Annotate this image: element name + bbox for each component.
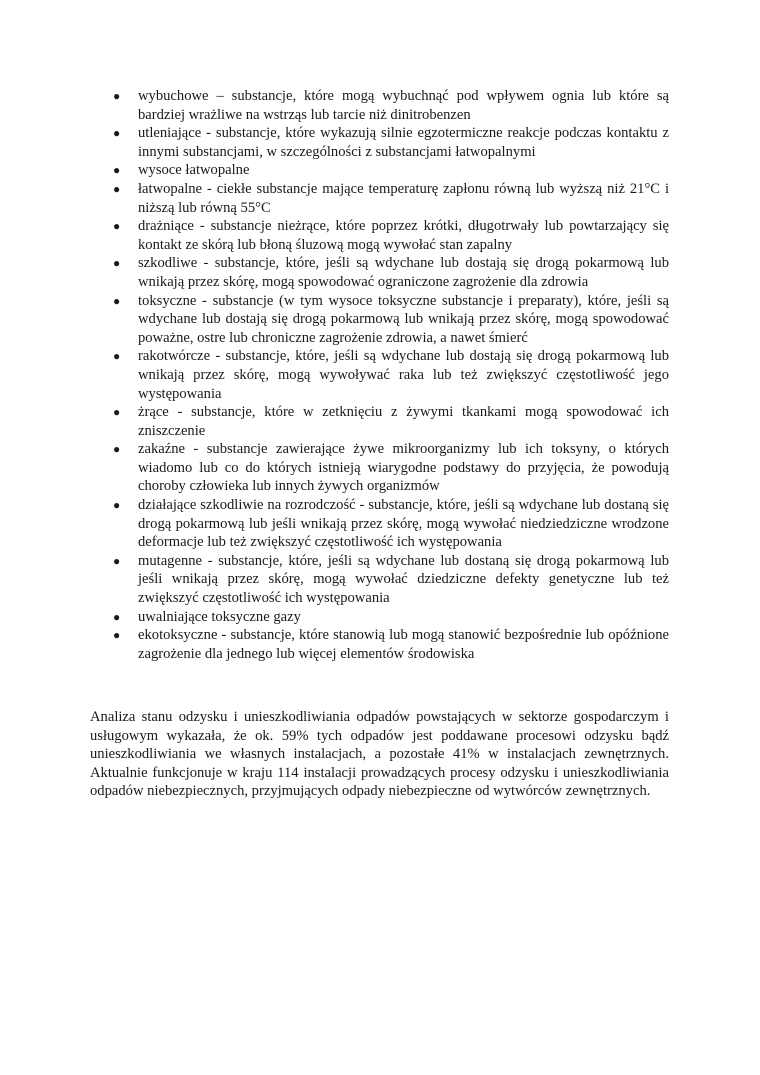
- bullet-icon: ●: [113, 256, 121, 271]
- list-item: [113, 440, 669, 496]
- list-item: [113, 403, 669, 440]
- list-item-text: wybuchowe – substancje, które mogą wybuchnąć pod wpływem ognia lub które są bardziej wrażliwe na wstrząs lub tarcie niż dinitrobenzen: [138, 88, 669, 123]
- list-item: [113, 87, 669, 124]
- analysis-paragraph: Analiza stanu odzysku i unieszkodliwiania odpadów powstających w sektorze gospodarczym i usługowym wykazała, że ok. 59% tych odpadów jest poddawane procesowi odzysku bądź unieszkodliwiania we własnych instalacjach, a pozostałe 41% w instalacjach zewnętrznych. Aktualnie funkcjonuje w kraju 114 instalacji prowadzących procesy odzysku i unieszkodliwiania odpadów niebezpiecznych, przyjmujących odpady niebezpieczne od wytwórców zewnętrznych.: [90, 709, 669, 800]
- bullet-icon: ●: [113, 609, 121, 624]
- list-item-text: żrące - substancje, które w zetknięciu z żywymi tkankami mogą spowodować ich zniszczenie: [138, 404, 669, 439]
- list-item-text: mutagenne - substancje, które, jeśli są wdychane lub dostaną się drogą pokarmową lub jeśli wnikają przez skórę, mogą wywołać dziedziczne defekty genetyczne lub też zwiększyć częstotliwość ich występowania: [138, 552, 669, 607]
- bullet-icon: ●: [113, 126, 121, 141]
- bullet-icon: ●: [113, 219, 121, 234]
- list-item: [113, 217, 669, 254]
- list-item-text: utleniające - substancje, które wykazują silnie egzotermiczne reakcje podczas kontaktu z innymi substancjami, w szczególności z substancjami łatwopalnymi: [138, 125, 669, 160]
- list-item-text: drażniące - substancje nieżrące, które poprzez krótki, długotrwały lub powtarzający się kontakt ze skórą lub błoną śluzową mogą wywołać stan zapalny: [138, 218, 669, 253]
- list-item: [113, 552, 669, 608]
- list-item-text: ekotoksyczne - substancje, które stanowią lub mogą stanowić bezpośrednie lub opóźnione zagrożenie dla jednego lub więcej elementów środowiska: [138, 627, 669, 662]
- bullet-icon: ●: [113, 163, 121, 178]
- bullet-icon: ●: [113, 293, 121, 308]
- bullet-icon: ●: [113, 498, 121, 513]
- list-item-text: szkodliwe - substancje, które, jeśli są wdychane lub dostają się drogą pokarmową lub wnikają przez skórę, mogą spowodować ograniczone zagrożenie dla zdrowia: [138, 255, 669, 290]
- bullet-icon: ●: [113, 349, 121, 364]
- list-item: [113, 161, 669, 180]
- bullet-icon: ●: [113, 89, 121, 103]
- hazard-category-list: [113, 87, 669, 663]
- bullet-icon: ●: [113, 442, 121, 457]
- list-item: [113, 496, 669, 552]
- list-item-text: rakotwórcze - substancje, które, jeśli są wdychane lub dostają się drogą pokarmową lub wnikają przez skórę, mogą wywoływać raka lub też zwiększyć częstotliwość jego występowania: [138, 348, 669, 402]
- list-item-text: zakaźne - substancje zawierające żywe mikroorganizmy lub ich toksyny, o których wiadomo lub co do których istnieją wiarygodne podstawy do przyjęcia, że powodują choroby człowieka lub innych żywych organizmów: [138, 441, 669, 495]
- list-item-text: uwalniające toksyczne gazy: [138, 608, 301, 625]
- list-item: [113, 347, 669, 403]
- bullet-icon: ●: [113, 628, 121, 643]
- list-item: [113, 254, 669, 291]
- list-item-text: toksyczne - substancje (w tym wysoce toksyczne substancje i preparaty), które, jeśli są wdychane lub dostają się drogą pokarmową lub wnikają przez skórę, mogą spowodować poważne, ostre lub chroniczne zagrożenie zdrowia, a nawet śmierć: [138, 292, 669, 346]
- list-item: [113, 124, 669, 161]
- list-item-text: łatwopalne - ciekłe substancje mające temperaturę zapłonu równą lub wyższą niż 21°C i niższą lub równą 55°C: [138, 180, 669, 216]
- list-item-text: wysoce łatwopalne: [138, 162, 250, 179]
- list-item: [113, 180, 669, 217]
- list-item-text: działające szkodliwie na rozrodczość - substancje, które, jeśli są wdychane lub dostaną się drogą pokarmową lub jeśli wnikają przez skórę, mogą wywołać niedziedziczne wrodzone deformacje lub też zwiększyć częstotliwość ich występowania: [138, 497, 669, 551]
- bullet-icon: ●: [113, 553, 121, 568]
- list-item: [113, 608, 669, 627]
- list-item: [113, 292, 669, 348]
- list-item: [113, 626, 669, 663]
- bullet-icon: ●: [113, 181, 121, 196]
- bullet-icon: ●: [113, 405, 121, 420]
